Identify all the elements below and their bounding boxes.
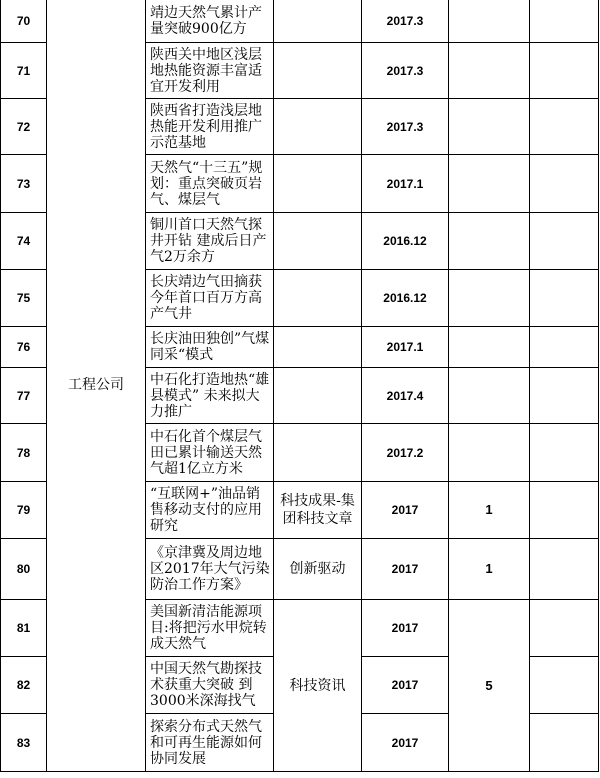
article-title: 长庆靖边气田摘获今年首口百万方高产气井: [146, 270, 274, 327]
remark-cell: [530, 43, 599, 99]
category-cell: [274, 99, 362, 155]
article-title: 美国新清洁能源项目:将把污水甲烷转成天然气: [146, 600, 274, 657]
row-number: 80: [1, 539, 47, 600]
date-cell: 2016.12: [362, 213, 449, 270]
remark-cell: [530, 213, 599, 270]
article-title: 天然气“十三五”规划：重点突破页岩气、煤层气: [146, 155, 274, 213]
article-title: 探索分布式天然气和可再生能源如何协同发展: [146, 714, 274, 772]
row-number: 72: [1, 99, 47, 155]
count-cell: [449, 99, 530, 155]
date-cell: 2017: [362, 539, 449, 600]
count-cell: [449, 213, 530, 270]
category-cell: [274, 424, 362, 482]
count-cell: [449, 424, 530, 482]
row-number: 79: [1, 482, 47, 539]
row-number: 74: [1, 213, 47, 270]
count-cell: [449, 155, 530, 213]
category-cell: [274, 0, 362, 43]
remark-cell: [530, 482, 599, 539]
date-cell: 2017.3: [362, 99, 449, 155]
row-number: 81: [1, 600, 47, 657]
remark-cell: [530, 539, 599, 600]
row-number: 76: [1, 327, 47, 368]
category-cell: 科技成果-集团科技文章: [274, 482, 362, 539]
remark-cell: [530, 155, 599, 213]
count-cell: [449, 0, 530, 43]
count-cell: 1: [449, 539, 530, 600]
date-cell: 2017: [362, 600, 449, 657]
date-cell: 2017: [362, 714, 449, 772]
article-title: 中石化打造地热“雄县模式” 未来拟大力推广: [146, 368, 274, 424]
date-cell: 2017: [362, 657, 449, 714]
count-cell: [449, 368, 530, 424]
date-cell: 2017.4: [362, 368, 449, 424]
article-title: 靖边天然气累计产量突破900亿方: [146, 0, 274, 43]
category-cell: [274, 270, 362, 327]
count-cell: 1: [449, 482, 530, 539]
category-cell: [274, 368, 362, 424]
unit-cell: 工程公司: [47, 0, 146, 772]
remark-cell: [530, 0, 599, 43]
remark-cell: [530, 600, 599, 657]
remark-cell: [530, 99, 599, 155]
count-cell: [449, 327, 530, 368]
date-cell: 2017: [362, 482, 449, 539]
row-number: 70: [1, 0, 47, 43]
date-cell: 2017.3: [362, 0, 449, 43]
row-number: 77: [1, 368, 47, 424]
row-number: 75: [1, 270, 47, 327]
count-cell: [449, 270, 530, 327]
date-cell: 2017.3: [362, 43, 449, 99]
count-cell: 5: [449, 600, 530, 772]
category-cell: 创新驱动: [274, 539, 362, 600]
article-title: 中国天然气勘探技术获重大突破 到3000米深海找气: [146, 657, 274, 714]
row-number: 78: [1, 424, 47, 482]
article-title: 铜川首口天然气探井开钻 建成后日产气2万余方: [146, 213, 274, 270]
remark-cell: [530, 424, 599, 482]
article-title: 中石化首个煤层气田已累计输送天然气超1亿立方米: [146, 424, 274, 482]
article-title: 《京津冀及周边地区2017年大气污染防治工作方案》: [146, 539, 274, 600]
remark-cell: [530, 368, 599, 424]
row-number: 82: [1, 657, 47, 714]
category-cell: [274, 43, 362, 99]
row-number: 73: [1, 155, 47, 213]
category-cell: [274, 327, 362, 368]
category-cell: [274, 155, 362, 213]
remark-cell: [530, 327, 599, 368]
article-title: “互联网+”油品销售移动支付的应用研究: [146, 482, 274, 539]
date-cell: 2017.1: [362, 327, 449, 368]
remark-cell: [530, 657, 599, 714]
article-title: 长庆油田独创”气煤同采“模式: [146, 327, 274, 368]
remark-cell: [530, 714, 599, 772]
date-cell: 2016.12: [362, 270, 449, 327]
category-cell: [274, 213, 362, 270]
row-number: 71: [1, 43, 47, 99]
date-cell: 2017.1: [362, 155, 449, 213]
row-number: 83: [1, 714, 47, 772]
category-cell: 科技资讯: [274, 600, 362, 772]
table-row: [1, 0, 599, 43]
remark-cell: [530, 270, 599, 327]
count-cell: [449, 43, 530, 99]
article-title: 陕西省打造浅层地热能开发利用推广示范基地: [146, 99, 274, 155]
date-cell: 2017.2: [362, 424, 449, 482]
article-title: 陕西关中地区浅层地热能资源丰富适宜开发利用: [146, 43, 274, 99]
